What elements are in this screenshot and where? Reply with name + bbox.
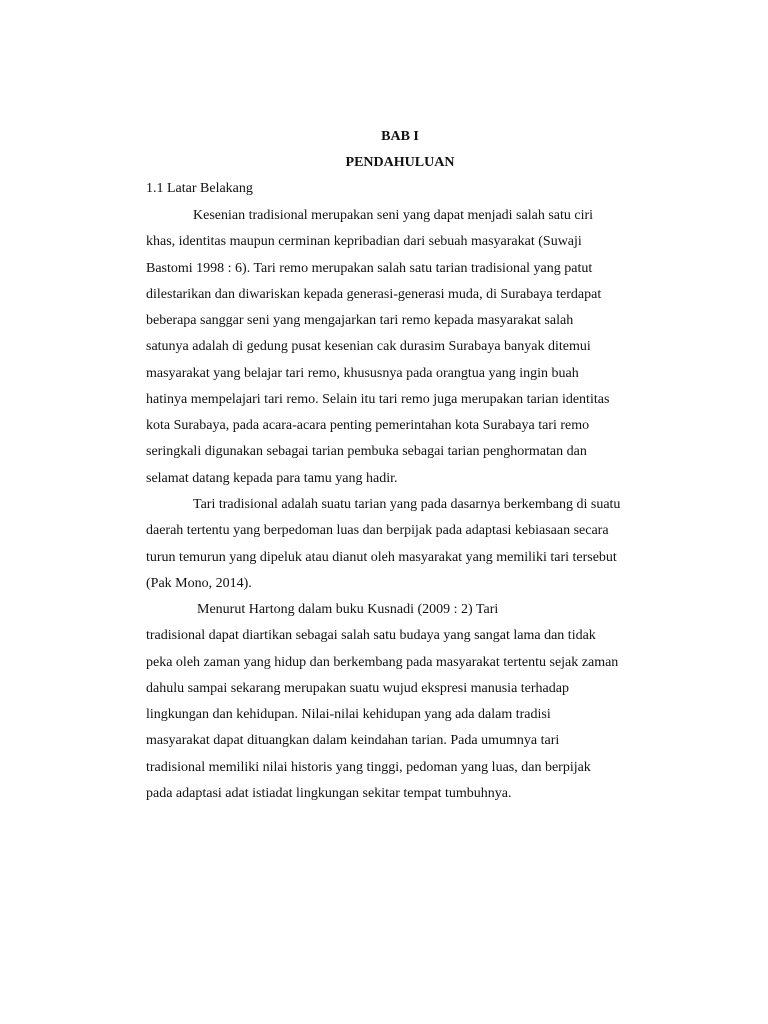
paragraph-line: Tari tradisional adalah suatu tarian yang pada dasarnya berkembang di suatu [193, 497, 621, 512]
paragraph-line: tradisional dapat diartikan sebagai salah satu budaya yang sangat lama dan tidak [146, 628, 596, 643]
paragraph-line: pada adaptasi adat istiadat lingkungan sekitar tempat tumbuhnya. [146, 786, 512, 801]
paragraph-line: Kesenian tradisional merupakan seni yang dapat menjadi salah satu ciri [193, 208, 594, 223]
paragraph-line: hatinya mempelajari tari remo. Selain itu tari remo juga merupakan tarian identitas [146, 392, 610, 407]
paragraph-line: peka oleh zaman yang hidup dan berkembang pada masyarakat tertentu sejak zaman [146, 655, 619, 670]
paragraph-line: beberapa sanggar seni yang mengajarkan tari remo kepada masyarakat salah [146, 313, 574, 328]
paragraph-line: tradisional memiliki nilai historis yang tinggi, pedoman yang luas, dan berpijak [146, 760, 591, 775]
paragraph-line: kota Surabaya, pada acara-acara penting pemerintahan kota Surabaya tari remo [146, 418, 590, 433]
paragraph-line: dilestarikan dan diwariskan kepada generasi-generasi muda, di Surabaya terdapat [146, 287, 602, 302]
paragraph-line: selamat datang kepada para tamu yang hadir. [146, 471, 398, 486]
paragraph-line: khas, identitas maupun cerminan kepribadian dari sebuah masyarakat (Suwaji [146, 234, 582, 249]
paragraph-line: Menurut Hartong dalam buku Kusnadi (2009 : 2) Tari [197, 602, 499, 617]
chapter-heading: BAB I [381, 129, 419, 144]
paragraph-line: daerah tertentu yang berpedoman luas dan berpijak pada adaptasi kebiasaan secara [146, 523, 609, 538]
chapter-title: PENDAHULUAN [345, 155, 455, 170]
paragraph-line: lingkungan dan kehidupan. Nilai-nilai kehidupan yang ada dalam tradisi [146, 707, 551, 722]
paragraph-line: seringkali digunakan sebagai tarian pembuka sebagai tarian penghormatan dan [146, 444, 587, 459]
paragraph-line: masyarakat yang belajar tari remo, khususnya pada orangtua yang ingin buah [146, 366, 579, 381]
paragraph-line: satunya adalah di gedung pusat kesenian cak durasim Surabaya banyak ditemui [146, 339, 591, 354]
paragraph-line: Bastomi 1998 : 6). Tari remo merupakan salah satu tarian tradisional yang patut [146, 261, 593, 276]
paragraph-line: dahulu sampai sekarang merupakan suatu wujud ekspresi manusia terhadap [146, 681, 569, 696]
paragraph-line: masyarakat dapat dituangkan dalam keindahan tarian. Pada umumnya tari [146, 733, 560, 748]
paragraph-line: (Pak Mono, 2014). [146, 576, 252, 591]
section-title: 1.1 Latar Belakang [146, 181, 253, 196]
paragraph-line: turun temurun yang dipeluk atau dianut oleh masyarakat yang memiliki tari tersebut [146, 550, 617, 565]
